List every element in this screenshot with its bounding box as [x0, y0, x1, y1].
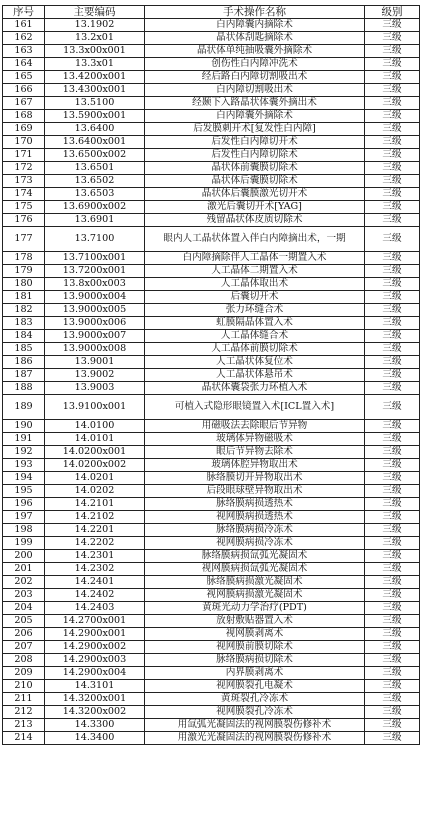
cell-level: 三级: [365, 265, 420, 278]
cell-code: 14.0202: [45, 485, 145, 498]
cell-level: 三级: [365, 693, 420, 706]
cell-code: 13.9000x007: [45, 330, 145, 343]
table-row: [3, 498, 420, 511]
cell-procedure-name: 用激光光凝固法的视网膜裂伤修补术: [145, 732, 365, 745]
cell-code: 14.3300: [45, 719, 145, 732]
table-row: [3, 304, 420, 317]
cell-procedure-name: 黄斑裂孔冷冻术: [145, 693, 365, 706]
cell-index: 182: [3, 304, 45, 317]
cell-index: 185: [3, 343, 45, 356]
cell-index: 211: [3, 693, 45, 706]
cell-level: 三级: [365, 420, 420, 433]
table-row: [3, 706, 420, 719]
cell-code: 14.0200x001: [45, 446, 145, 459]
cell-level: 三级: [365, 71, 420, 84]
cell-index: 197: [3, 511, 45, 524]
cell-code: 14.2402: [45, 589, 145, 602]
cell-procedure-name: 激光后囊切开术[YAG]: [145, 201, 365, 214]
cell-level: 三级: [365, 589, 420, 602]
table-header-row: [3, 6, 420, 19]
cell-level: 三级: [365, 123, 420, 136]
cell-procedure-name: 后发性白内障切除术: [145, 149, 365, 162]
table-body: [3, 19, 420, 745]
cell-code: 13.1902: [45, 19, 145, 32]
cell-code: 14.2900x003: [45, 654, 145, 667]
cell-procedure-name: 用磁吸法去除眼后节异物: [145, 420, 365, 433]
cell-level: 三级: [365, 97, 420, 110]
cell-level: 三级: [365, 732, 420, 745]
cell-code: 14.2401: [45, 576, 145, 589]
table-row: [3, 667, 420, 680]
cell-level: 三级: [365, 317, 420, 330]
cell-procedure-name: 脉络膜切开异物取出术: [145, 472, 365, 485]
cell-code: 13.3x00x001: [45, 45, 145, 58]
cell-index: 174: [3, 188, 45, 201]
cell-code: 13.9001: [45, 356, 145, 369]
cell-level: 三级: [365, 628, 420, 641]
cell-procedure-name: 视网膜裂孔电凝术: [145, 680, 365, 693]
cell-index: 205: [3, 615, 45, 628]
cell-procedure-name: 玻璃体异物磁吸术: [145, 433, 365, 446]
cell-index: 187: [3, 369, 45, 382]
header-code: 主要编码: [45, 6, 145, 19]
cell-index: 210: [3, 680, 45, 693]
cell-procedure-name: 后段眼球壁异物取出术: [145, 485, 365, 498]
cell-procedure-name: 经颞下入路晶状体囊外摘出术: [145, 97, 365, 110]
cell-index: 194: [3, 472, 45, 485]
cell-code: 13.7100x001: [45, 252, 145, 265]
cell-procedure-name: 脉络膜病损氙弧光凝固术: [145, 550, 365, 563]
cell-index: 162: [3, 32, 45, 45]
cell-procedure-name: 人工晶体前膜切除术: [145, 343, 365, 356]
cell-level: 三级: [365, 32, 420, 45]
cell-procedure-name: 后发性白内障切开术: [145, 136, 365, 149]
table-row: [3, 602, 420, 615]
cell-code: 13.6503: [45, 188, 145, 201]
table-row: [3, 641, 420, 654]
cell-index: 171: [3, 149, 45, 162]
cell-procedure-name: 虹膜隔晶体置入术: [145, 317, 365, 330]
cell-index: 213: [3, 719, 45, 732]
cell-index: 170: [3, 136, 45, 149]
cell-level: 三级: [365, 550, 420, 563]
cell-code: 14.3200x002: [45, 706, 145, 719]
table-row: [3, 330, 420, 343]
cell-index: 209: [3, 667, 45, 680]
cell-code: 14.2202: [45, 537, 145, 550]
cell-level: 三级: [365, 680, 420, 693]
cell-index: 181: [3, 291, 45, 304]
table-row: [3, 680, 420, 693]
cell-index: 178: [3, 252, 45, 265]
cell-procedure-name: 晶状体前囊膜切除术: [145, 162, 365, 175]
cell-level: 三级: [365, 576, 420, 589]
cell-level: 三级: [365, 395, 420, 420]
procedure-table: [2, 5, 420, 745]
cell-procedure-name: 白内障摘除伴人工晶体一期置入术: [145, 252, 365, 265]
cell-index: 198: [3, 524, 45, 537]
cell-code: 14.0201: [45, 472, 145, 485]
table-row: [3, 32, 420, 45]
cell-level: 三级: [365, 382, 420, 395]
cell-index: 200: [3, 550, 45, 563]
cell-level: 三级: [365, 563, 420, 576]
cell-procedure-name: 张力环缝合术: [145, 304, 365, 317]
cell-level: 三级: [365, 162, 420, 175]
cell-index: 172: [3, 162, 45, 175]
cell-level: 三级: [365, 252, 420, 265]
cell-level: 三级: [365, 110, 420, 123]
cell-index: 208: [3, 654, 45, 667]
cell-code: 13.8x00x003: [45, 278, 145, 291]
cell-level: 三级: [365, 356, 420, 369]
cell-code: 13.9100x001: [45, 395, 145, 420]
table-row: [3, 110, 420, 123]
cell-level: 三级: [365, 459, 420, 472]
cell-index: 207: [3, 641, 45, 654]
cell-index: 161: [3, 19, 45, 32]
cell-procedure-name: 视网膜剥离术: [145, 628, 365, 641]
cell-procedure-name: 脉络膜病损透热术: [145, 498, 365, 511]
cell-procedure-name: 晶状体囊袋张力环植入术: [145, 382, 365, 395]
cell-level: 三级: [365, 45, 420, 58]
cell-level: 三级: [365, 615, 420, 628]
table-row: [3, 511, 420, 524]
cell-code: 14.2201: [45, 524, 145, 537]
cell-code: 13.6501: [45, 162, 145, 175]
cell-code: 13.9000x004: [45, 291, 145, 304]
cell-procedure-name: 人工晶体取出术: [145, 278, 365, 291]
cell-level: 三级: [365, 227, 420, 252]
table-row: [3, 356, 420, 369]
cell-index: 183: [3, 317, 45, 330]
table-row: [3, 214, 420, 227]
cell-index: 192: [3, 446, 45, 459]
table-row: [3, 524, 420, 537]
cell-code: 14.3101: [45, 680, 145, 693]
cell-level: 三级: [365, 136, 420, 149]
cell-code: 14.0200x002: [45, 459, 145, 472]
cell-procedure-name: 脉络膜病损激光凝固术: [145, 576, 365, 589]
table-row: [3, 693, 420, 706]
cell-code: 14.0101: [45, 433, 145, 446]
cell-procedure-name: 视网膜病损透热术: [145, 511, 365, 524]
cell-code: 13.4300x001: [45, 84, 145, 97]
table-row: [3, 472, 420, 485]
cell-index: 193: [3, 459, 45, 472]
table-row: [3, 265, 420, 278]
cell-index: 203: [3, 589, 45, 602]
cell-code: 13.9000x006: [45, 317, 145, 330]
table-row: [3, 550, 420, 563]
cell-level: 三级: [365, 433, 420, 446]
table-row: [3, 58, 420, 71]
table-row: [3, 654, 420, 667]
cell-procedure-name: 脉络膜病损切除术: [145, 654, 365, 667]
table-row: [3, 45, 420, 58]
cell-index: 204: [3, 602, 45, 615]
cell-level: 三级: [365, 188, 420, 201]
cell-code: 14.2302: [45, 563, 145, 576]
table-row: [3, 537, 420, 550]
cell-code: 13.7200x001: [45, 265, 145, 278]
cell-index: 173: [3, 175, 45, 188]
cell-procedure-name: 白内障囊外摘除术: [145, 110, 365, 123]
cell-index: 191: [3, 433, 45, 446]
cell-procedure-name: 晶状体单纯抽吸囊外摘除术: [145, 45, 365, 58]
cell-level: 三级: [365, 175, 420, 188]
cell-procedure-name: 可植入式隐形眼镜置入术[ICL置入术]: [145, 395, 365, 420]
table-row: [3, 420, 420, 433]
table-row: [3, 395, 420, 420]
cell-procedure-name: 晶状体刮匙摘除术: [145, 32, 365, 45]
cell-code: 13.6901: [45, 214, 145, 227]
cell-index: 186: [3, 356, 45, 369]
table-row: [3, 343, 420, 356]
table-row: [3, 84, 420, 97]
table-row: [3, 589, 420, 602]
table-row: [3, 369, 420, 382]
cell-code: 14.2900x001: [45, 628, 145, 641]
table-row: [3, 201, 420, 214]
cell-level: 三级: [365, 58, 420, 71]
cell-code: 13.6502: [45, 175, 145, 188]
cell-code: 13.5900x001: [45, 110, 145, 123]
cell-procedure-name: 视网膜病损氙弧光凝固术: [145, 563, 365, 576]
cell-code: 13.5100: [45, 97, 145, 110]
cell-procedure-name: 视网膜病损激光凝固术: [145, 589, 365, 602]
cell-level: 三级: [365, 446, 420, 459]
cell-level: 三级: [365, 719, 420, 732]
table-row: [3, 628, 420, 641]
cell-procedure-name: 黄斑光动力学治疗(PDT): [145, 602, 365, 615]
cell-procedure-name: 用氙弧光凝固法的视网膜裂伤修补术: [145, 719, 365, 732]
cell-procedure-name: 后囊切开术: [145, 291, 365, 304]
cell-level: 三级: [365, 214, 420, 227]
table-row: [3, 719, 420, 732]
cell-code: 13.4200x001: [45, 71, 145, 84]
cell-index: 166: [3, 84, 45, 97]
table-row: [3, 459, 420, 472]
cell-procedure-name: 脉络膜病损冷冻术: [145, 524, 365, 537]
table-row: [3, 382, 420, 395]
cell-index: 175: [3, 201, 45, 214]
header-level: 级别: [365, 6, 420, 19]
table-row: [3, 433, 420, 446]
table-row: [3, 446, 420, 459]
table-row: [3, 615, 420, 628]
cell-code: 14.2403: [45, 602, 145, 615]
table-row: [3, 317, 420, 330]
cell-index: 169: [3, 123, 45, 136]
table-row: [3, 563, 420, 576]
cell-level: 三级: [365, 667, 420, 680]
cell-level: 三级: [365, 278, 420, 291]
table-row: [3, 576, 420, 589]
cell-code: 13.6500x002: [45, 149, 145, 162]
cell-code: 13.9000x005: [45, 304, 145, 317]
cell-code: 14.2101: [45, 498, 145, 511]
cell-level: 三级: [365, 149, 420, 162]
cell-procedure-name: 人工晶状体悬吊术: [145, 369, 365, 382]
table-row: [3, 136, 420, 149]
cell-index: 184: [3, 330, 45, 343]
cell-level: 三级: [365, 641, 420, 654]
table-row: [3, 227, 420, 252]
cell-index: 206: [3, 628, 45, 641]
table-row: [3, 19, 420, 32]
cell-procedure-name: 视网膜裂孔冷冻术: [145, 706, 365, 719]
table-row: [3, 162, 420, 175]
cell-procedure-name: 内界膜剥离术: [145, 667, 365, 680]
cell-index: 189: [3, 395, 45, 420]
cell-code: 14.3400: [45, 732, 145, 745]
cell-code: 13.6900x002: [45, 201, 145, 214]
cell-index: 164: [3, 58, 45, 71]
cell-procedure-name: 放射敷贴器置入术: [145, 615, 365, 628]
cell-code: 13.9003: [45, 382, 145, 395]
cell-procedure-name: 晶状体后囊膜激光切开术: [145, 188, 365, 201]
cell-level: 三级: [365, 602, 420, 615]
table-row: [3, 123, 420, 136]
table-row: [3, 188, 420, 201]
table-row: [3, 485, 420, 498]
cell-level: 三级: [365, 343, 420, 356]
header-index: 序号: [3, 6, 45, 19]
cell-code: 14.2900x002: [45, 641, 145, 654]
table-row: [3, 97, 420, 110]
cell-level: 三级: [365, 330, 420, 343]
cell-level: 三级: [365, 706, 420, 719]
cell-level: 三级: [365, 19, 420, 32]
cell-index: 168: [3, 110, 45, 123]
cell-procedure-name: 玻璃体腔异物取出术: [145, 459, 365, 472]
cell-index: 199: [3, 537, 45, 550]
table-row: [3, 732, 420, 745]
cell-index: 202: [3, 576, 45, 589]
cell-level: 三级: [365, 84, 420, 97]
cell-index: 195: [3, 485, 45, 498]
cell-index: 163: [3, 45, 45, 58]
table-row: [3, 71, 420, 84]
table-row: [3, 175, 420, 188]
cell-level: 三级: [365, 201, 420, 214]
cell-procedure-name: 残留晶状体皮质切除术: [145, 214, 365, 227]
cell-procedure-name: 视网膜前膜切除术: [145, 641, 365, 654]
cell-index: 196: [3, 498, 45, 511]
cell-index: 179: [3, 265, 45, 278]
table-row: [3, 149, 420, 162]
cell-code: 14.3200x001: [45, 693, 145, 706]
cell-level: 三级: [365, 511, 420, 524]
cell-code: 14.2700x001: [45, 615, 145, 628]
cell-code: 13.2x01: [45, 32, 145, 45]
cell-level: 三级: [365, 369, 420, 382]
cell-index: 165: [3, 71, 45, 84]
cell-code: 13.7100: [45, 227, 145, 252]
cell-index: 190: [3, 420, 45, 433]
cell-level: 三级: [365, 524, 420, 537]
table-row: [3, 252, 420, 265]
cell-index: 176: [3, 214, 45, 227]
cell-code: 14.2301: [45, 550, 145, 563]
cell-procedure-name: 人工晶状体复位术: [145, 356, 365, 369]
cell-code: 14.2900x004: [45, 667, 145, 680]
cell-code: 13.6400x001: [45, 136, 145, 149]
cell-procedure-name: 白内障囊内摘除术: [145, 19, 365, 32]
cell-index: 180: [3, 278, 45, 291]
cell-procedure-name: 晶状体后囊膜切除术: [145, 175, 365, 188]
procedure-table-container: [2, 5, 420, 745]
cell-procedure-name: 人工晶体缝合术: [145, 330, 365, 343]
cell-procedure-name: 人工晶体二期置入术: [145, 265, 365, 278]
cell-index: 212: [3, 706, 45, 719]
cell-procedure-name: 白内障切割吸出术: [145, 84, 365, 97]
cell-index: 177: [3, 227, 45, 252]
cell-index: 167: [3, 97, 45, 110]
cell-code: 13.3x01: [45, 58, 145, 71]
cell-level: 三级: [365, 485, 420, 498]
cell-level: 三级: [365, 472, 420, 485]
cell-index: 188: [3, 382, 45, 395]
cell-procedure-name: 经后路白内障切割吸出术: [145, 71, 365, 84]
cell-index: 214: [3, 732, 45, 745]
cell-level: 三级: [365, 498, 420, 511]
header-procedure-name: 手术操作名称: [145, 6, 365, 19]
cell-level: 三级: [365, 291, 420, 304]
cell-level: 三级: [365, 304, 420, 317]
cell-level: 三级: [365, 537, 420, 550]
cell-procedure-name: 后发膜刺开术[复发性白内障]: [145, 123, 365, 136]
cell-code: 13.6400: [45, 123, 145, 136]
cell-code: 14.0100: [45, 420, 145, 433]
table-row: [3, 278, 420, 291]
cell-procedure-name: 创伤性白内障冲洗术: [145, 58, 365, 71]
table-row: [3, 291, 420, 304]
cell-index: 201: [3, 563, 45, 576]
cell-procedure-name: 眼内人工晶状体置入伴白内障摘出术，一期: [145, 227, 365, 252]
cell-code: 14.2102: [45, 511, 145, 524]
cell-level: 三级: [365, 654, 420, 667]
cell-procedure-name: 眼后节异物去除术: [145, 446, 365, 459]
cell-code: 13.9002: [45, 369, 145, 382]
cell-procedure-name: 视网膜病损冷冻术: [145, 537, 365, 550]
cell-code: 13.9000x008: [45, 343, 145, 356]
